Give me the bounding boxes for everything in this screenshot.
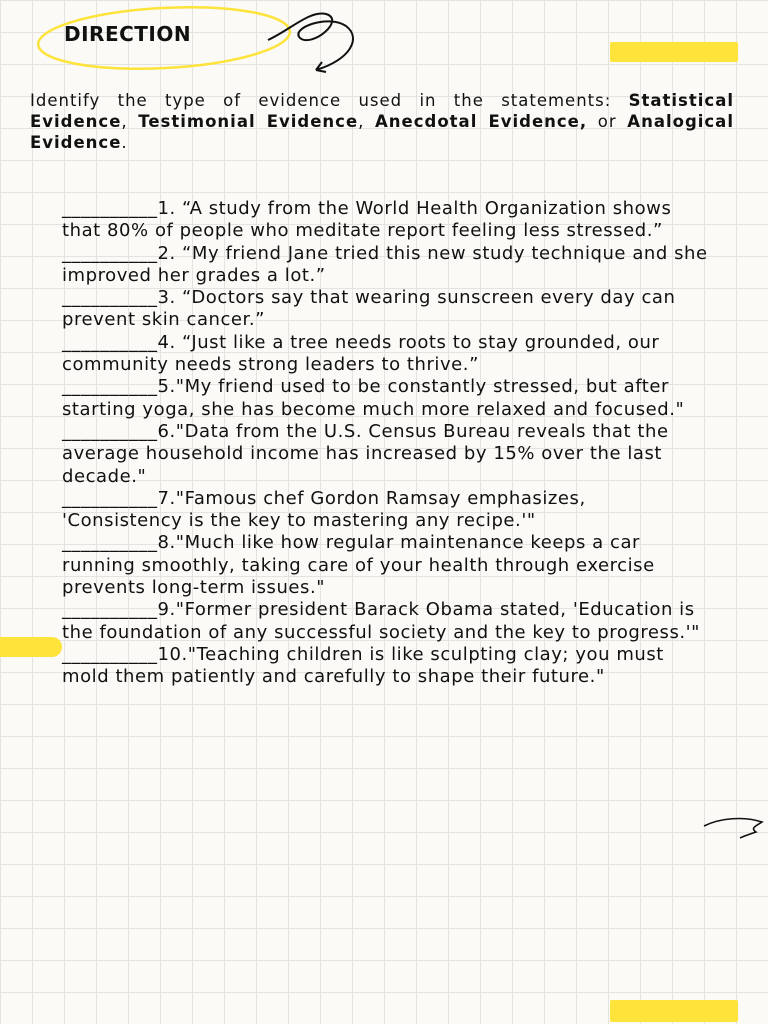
instructions-intro: Identify the type of evidence used in the statements: — [30, 91, 629, 110]
statement-list — [62, 198, 710, 689]
statement-item: __________1. “A study from the World Health Organization shows that 80% of people who meditate report feeling less stressed.” — [62, 198, 672, 242]
highlight-bar-middle — [0, 637, 62, 657]
evidence-type-statistical: Statistical Evidence — [30, 91, 734, 131]
squiggle-arrow-icon — [700, 812, 768, 840]
statement-item: __________6."Data from the U.S. Census Bureau reveals that the average household income has increased by 15% over the last decade." — [62, 420, 669, 487]
statement-item: __________7."Famous chef Gordon Ramsay emphasizes, 'Consistency is the key to mastering any recipe.'" — [62, 487, 586, 532]
page-title: DIRECTION — [64, 22, 192, 46]
evidence-type-anecdotal: Anecdotal Evidence, — [375, 112, 588, 131]
statement-item: __________5."My friend used to be constantly stressed, but after starting yoga, she has become much more relaxed and focused." — [62, 376, 685, 420]
evidence-type-testimonial: Testimonial Evidence — [138, 112, 359, 131]
statement-item: __________2. “My friend Jane tried this new study technique and she improved her grades a lot.” — [62, 242, 708, 286]
statement-item: __________10."Teaching children is like sculpting clay; you must mold them patiently and carefully to shape their future." — [62, 643, 664, 688]
statement-item: __________8."Much like how regular maintenance keeps a car running smoothly, taking care of your health through exercise prevents long-term issues." — [62, 532, 655, 599]
highlight-bar-top — [610, 42, 738, 62]
highlight-bar-bottom — [610, 1000, 738, 1022]
statement-item: __________9."Former president Barack Obama stated, 'Education is the foundation of any successful society and the key to progress.'" — [62, 599, 701, 643]
statement-item: __________4. “Just like a tree needs roots to stay grounded, our community needs strong leaders to thrive.” — [62, 331, 660, 376]
statement-item: __________3. “Doctors say that wearing sunscreen every day can prevent skin cancer.” — [62, 287, 676, 331]
instructions: Identify the type of evidence used in the statements: Statistical Evidence, Testimonial Evidence, Anecdotal Evidence, or Analogical Evidence. — [30, 91, 734, 152]
evidence-type-analogical: Analogical Evidence — [30, 112, 734, 152]
